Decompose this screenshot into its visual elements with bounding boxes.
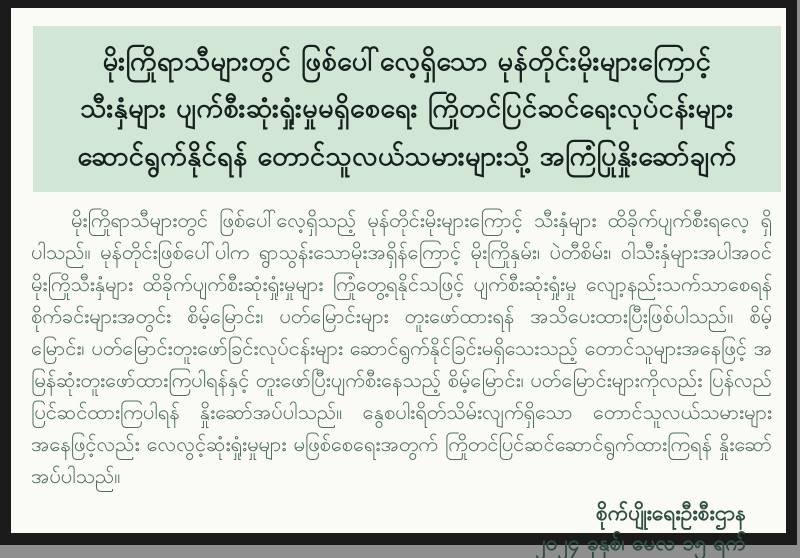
signature-date: ၂၀၂၄ ခုနှစ်၊ မေလ ၁၅ ရက် [535, 531, 746, 555]
headline-line-2: သီးနှံများ ပျက်စီးဆုံးရှုံးမှုမရှိစေရေး ကြိုတင်ပြင်ဆင်ရေးလုပ်ငန်းများ [80, 93, 734, 125]
signature-organization: စိုက်ပျိုးရေးဦးစီးဌာန [595, 501, 746, 525]
body-text-block [31, 204, 772, 492]
headline-line-1: မိုးကြိုရာသီများတွင် ဖြစ်ပေါ်လေ့ရှိသော မုန်တိုင်းမိုးများကြောင့် [102, 46, 712, 78]
body-paragraph: မိုးကြိုရာသီများတွင် ဖြစ်ပေါ်လေ့ရှိသည့် မုန်တိုင်းမိုးများကြောင့် သီးနှံများ ထိခိုက်ပျက်စီးရလေ့ ရှိပါသည်။ မုန်တိုင်းဖြစ်ပေါ်ပါက ရွာသွန်းသောမိုးအရှိန်ကြောင့် မိုးကြိုနှမ်း၊ ပဲတီစိမ်း၊ ဝါသီးနှံများအပါအဝင် မိုးကြိုသီးနှံများ ထိခိုက်ပျက်စီးဆုံးရှုံးမှုများ ကြုံတွေ့ရနိုင်သဖြင့် ပျက်စီးဆုံးရှုံးမှု လျော့နည်းသက်သာစေရန် စိုက်ခင်းများအတွင်း စိမ့်မြောင်း၊ ပတ်မြောင်းများ တူးဖော်ထားရန် အသိပေးထားပြီးဖြစ်ပါသည်။ စိမ့်မြောင်း၊ ပတ်မြောင်းတူးဖော်ခြင်းလုပ်ငန်းများ ဆောင်ရွက်နိုင်ခြင်းမရှိသေးသည့် တောင်သူများအနေဖြင့် အမြန်ဆုံးတူးဖော်ထားကြပါရန်နှင့် တူးဖော်ပြီးပျက်စီးနေသည့် စိမ့်မြောင်း၊ ပတ်မြောင်းများကိုလည်း ပြန်လည်ပြင်ဆင်ထားကြပါရန် နှိုးဆော်အပ်ပါသည်။ နွေစပါးရိတ်သိမ်းလျက်ရှိသော တောင်သူလယ်သမားများအနေဖြင့်လည်း လေလွင့်ဆုံးရှုံးမှုများ မဖြစ်စေရေးအတွက် ကြိုတင်ပြင်ဆင်ဆောင်ရွက်ထားကြရန် နှိုးဆော်အပ်ပါသည်။ [31, 208, 772, 488]
headline-line-3: ဆောင်ရွက်နိုင်ရန် တောင်သူလယ်သမားများသို့ အကြံပြုနှိုးဆော်ချက် [77, 140, 737, 172]
headline-box [33, 26, 781, 192]
signature-block [11, 498, 746, 558]
